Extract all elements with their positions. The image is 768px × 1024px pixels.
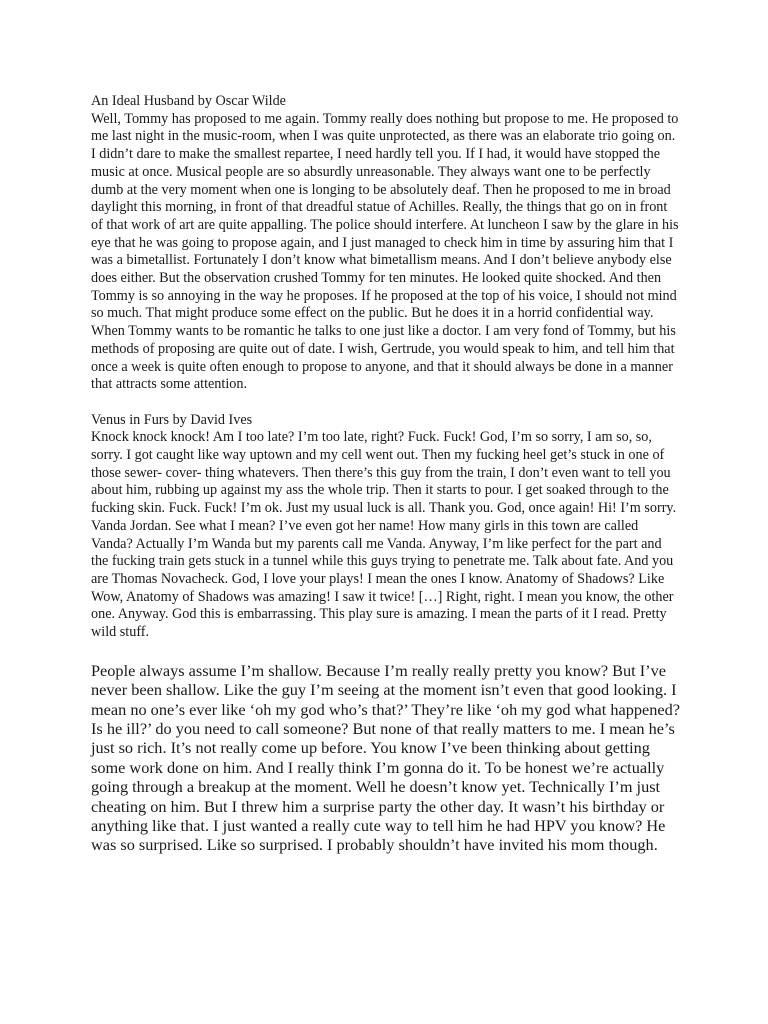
paragraph-spacer xyxy=(91,642,681,661)
monologue-venus-in-furs xyxy=(91,412,681,642)
monologue-ideal-husband xyxy=(91,93,681,394)
monologue-text: People always assume I’m shallow. Because I’m really really pretty you know? But I’ve never been shallow. Like the guy I’m seeing at the moment isn’t even that good looking. I mean no one’s ever like ‘oh my god who’s that?’ They’re like ‘oh my god what happened? Is he ill?’ do you need to call someone? But none of that really matters to me. I mean he’s just so rich. It’s not really come up before. You know I’ve been thinking about getting some work done on him. And I really think I’m gonna do it. To be honest we’re actually going through a breakup at the moment. Well he doesn’t know yet. Technically I’m just cheating on him. But I threw him a surprise party the other day. It wasn’t his birthday or anything like that. I just wanted a really cute way to tell him he had HPV you know? He was so surprised. Like so surprised. I probably shouldn’t have invited his mom though. xyxy=(91,660,680,855)
monologue-title: An Ideal Husband by Oscar Wilde xyxy=(91,93,286,109)
paragraph-spacer xyxy=(91,394,681,412)
monologue-untitled xyxy=(91,661,681,855)
monologue-title: Venus in Furs by David Ives xyxy=(91,411,253,428)
monologue-text: Knock knock knock! Am I too late? I’m too late, right? Fuck. Fuck! God, I’m so sorry, I am so, so, sorry. I got caught like way uptown and my cell went out. Then my fucking heel get’s stuck in one of those sewer- cover- thing whatevers. Then there’s this guy from the train, I don’t even want to tell you about him, rubbing up against my ass the whole trip. Then it starts to pour. I get soaked through to the fucking skin. Fuck. Fuck! I’m ok. Just my usual luck is all. Thank you. God, once again! Hi! I’m sorry. Vanda Jordan. See what I mean? I’ve even got her name! How many girls in this town are called Vanda? Actually I’m Wanda but my parents call me Vanda. Anyway, I’m like perfect for the part and the fucking train gets stuck in a tunnel while this guys trying to penetrate me. Talk about fate. And you are Thomas Novacheck. God, I love your plays! I mean the ones I know. Anatomy of Shadows? Like Wow, Anatomy of Shadows was amazing! I saw it twice! […] Right, right. I mean you know, the other one. Anyway. God this is embarrassing. This play sure is amazing. I mean the parts of it I read. Pretty wild stuff. xyxy=(91,429,677,641)
monologue-text: Well, Tommy has proposed to me again. Tommy really does nothing but propose to me. He proposed to me last night in the music-room, when I was quite unprotected, as there was an elaborate trio going on. I didn’t dare to make the smallest repartee, I need hardly tell you. If I had, it would have stopped the music at once. Musical people are so absurdly unreasonable. They always want one to be perfectly dumb at the very moment when one is longing to be absolutely deaf. Then he proposed to me in broad daylight this morning, in front of that dreadful statue of Achilles. Really, the things that go on in front of that work of art are quite appalling. The police should interfere. At luncheon I saw by the glare in his eye that he was going to propose again, and I just managed to check him in time by assuring him that I was a bimetallist. Fortunately I don’t know what bimetallism means. And I don’t believe anybody else does either. But the observation crushed Tommy for ten minutes. He looked quite shocked. And then Tommy is so annoying in the way he proposes. If he proposed at the top of his voice, I should not mind so much. That might produce some effect on the public. But he does it in a horrid confidential way. When Tommy wants to be romantic he talks to one just like a doctor. I am very fond of Tommy, but his methods of proposing are quite out of date. I wish, Gertrude, you would speak to him, and tell him that once a week is quite often enough to propose to anyone, and that it should always be done in a manner that attracts some attention. xyxy=(91,110,679,393)
document-page xyxy=(91,93,681,855)
